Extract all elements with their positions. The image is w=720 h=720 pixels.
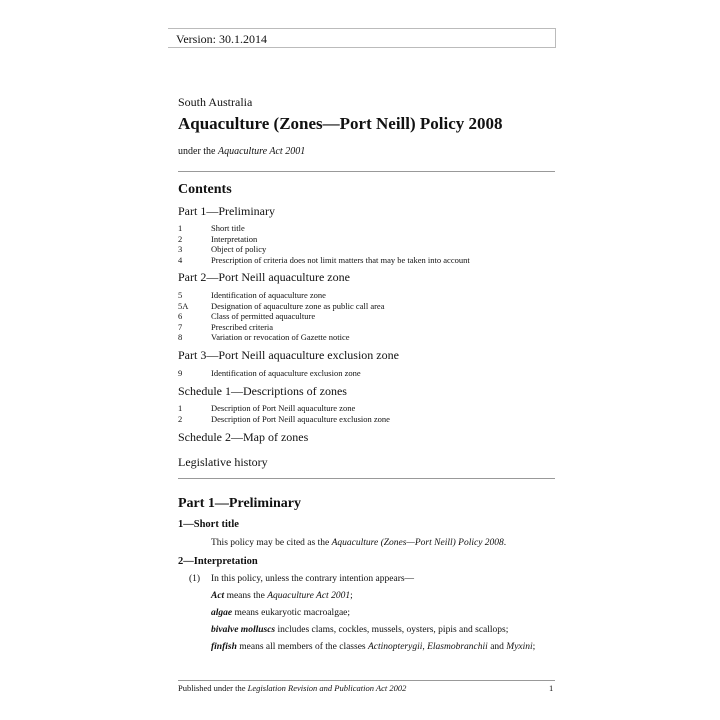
toc-num: 6 bbox=[178, 311, 183, 321]
divider bbox=[178, 478, 555, 479]
defined-term: Act bbox=[211, 591, 225, 601]
part-heading: Part 1—Preliminary bbox=[178, 496, 301, 511]
footer-act: Legislation Revision and Publication Act 2002 bbox=[247, 683, 407, 693]
definition-finfish bbox=[211, 642, 535, 652]
text-run: means the bbox=[224, 591, 268, 601]
enabling-act-prefix: under the bbox=[178, 146, 218, 157]
toc-text: Prescription of criteria does not limit matters that may be taken into account bbox=[211, 254, 470, 265]
text-run: ; bbox=[350, 591, 353, 601]
version-label: Version: 30.1.2014 bbox=[168, 28, 556, 48]
text-run: means all members of the classes bbox=[236, 642, 368, 652]
toc-schedule-1[interactable]: Schedule 1—Descriptions of zones bbox=[178, 384, 347, 398]
act-reference: Aquaculture Act 2001 bbox=[267, 591, 351, 601]
definition-bivalve-molluscs bbox=[211, 625, 508, 635]
toc-item[interactable] bbox=[178, 322, 273, 333]
defined-term: algae bbox=[211, 608, 233, 618]
toc-num: 3 bbox=[178, 244, 183, 254]
enabling-act-name: Aquaculture Act 2001 bbox=[218, 146, 306, 157]
toc-num: 4 bbox=[178, 254, 183, 265]
toc-item[interactable] bbox=[178, 368, 361, 379]
text-run: . bbox=[503, 538, 507, 548]
toc-num: 2 bbox=[178, 413, 183, 424]
text-run: means eukaryotic macroalgae; bbox=[232, 608, 351, 618]
class-name: Actinopterygii bbox=[368, 642, 423, 652]
toc-num: 9 bbox=[178, 368, 183, 378]
toc-num: 8 bbox=[178, 332, 183, 342]
subsection-text: In this policy, unless the contrary intention appears— bbox=[211, 574, 415, 584]
text-run: includes clams, cockles, mussels, oysters, pipis and scallops; bbox=[275, 625, 509, 635]
toc-item[interactable] bbox=[178, 244, 266, 255]
text-run: This policy may be cited as the bbox=[211, 538, 332, 548]
definition-act bbox=[211, 591, 353, 601]
jurisdiction: South Australia bbox=[178, 95, 253, 109]
page-number: 1 bbox=[549, 683, 554, 693]
toc-text: Variation or revocation of Gazette notice bbox=[211, 332, 350, 342]
class-name: Myxini bbox=[506, 642, 533, 652]
toc-text: Designation of aquaculture zone as public call area bbox=[211, 300, 385, 311]
toc-num: 5 bbox=[178, 290, 183, 300]
contents-heading: Contents bbox=[178, 182, 232, 197]
class-name: Elasmobranchii bbox=[427, 642, 488, 652]
section-text bbox=[211, 538, 506, 548]
toc-legislative-history[interactable]: Legislative history bbox=[178, 455, 268, 469]
toc-item[interactable] bbox=[178, 223, 245, 234]
toc-text: Object of policy bbox=[211, 244, 267, 254]
defined-term: bivalve molluscs bbox=[211, 625, 276, 635]
toc-schedule-2[interactable]: Schedule 2—Map of zones bbox=[178, 430, 309, 444]
policy-citation: Aquaculture (Zones—Port Neill) Policy 2008 bbox=[331, 538, 504, 548]
toc-text: Identification of aquaculture exclusion zone bbox=[211, 368, 361, 378]
toc-text: Short title bbox=[211, 223, 245, 233]
footer-publication bbox=[178, 683, 406, 693]
toc-item[interactable] bbox=[178, 290, 326, 301]
toc-part-3[interactable]: Part 3—Port Neill aquaculture exclusion zone bbox=[178, 348, 399, 362]
toc-num: 1 bbox=[178, 403, 183, 413]
footer-prefix: Published under the bbox=[178, 683, 248, 693]
toc-num: 2 bbox=[178, 233, 183, 244]
toc-item[interactable] bbox=[178, 311, 315, 322]
toc-text: Description of Port Neill aquaculture zone bbox=[211, 403, 356, 413]
toc-item[interactable] bbox=[178, 301, 384, 312]
toc-item[interactable] bbox=[178, 332, 350, 343]
text-run: , bbox=[422, 642, 428, 652]
footer-divider bbox=[178, 680, 555, 681]
toc-text: Class of permitted aquaculture bbox=[211, 311, 316, 321]
document-title: Aquaculture (Zones—Port Neill) Policy 2008 bbox=[178, 114, 503, 133]
defined-term: finfish bbox=[211, 642, 237, 652]
toc-text: Prescribed criteria bbox=[211, 321, 274, 332]
toc-item[interactable] bbox=[178, 414, 390, 425]
text-run: ; bbox=[532, 642, 536, 652]
toc-text: Description of Port Neill aquaculture exclusion zone bbox=[211, 413, 390, 424]
toc-part-2[interactable]: Part 2—Port Neill aquaculture zone bbox=[178, 270, 350, 284]
section-heading: 2—Interpretation bbox=[178, 556, 258, 567]
divider bbox=[178, 171, 555, 172]
enabling-act bbox=[178, 146, 305, 157]
toc-item[interactable] bbox=[178, 255, 470, 266]
toc-num: 7 bbox=[178, 321, 183, 332]
toc-text: Interpretation bbox=[211, 233, 258, 244]
section-heading: 1—Short title bbox=[178, 519, 239, 530]
toc-num: 1 bbox=[178, 223, 183, 233]
definition-algae bbox=[211, 608, 350, 618]
toc-item[interactable] bbox=[178, 234, 257, 245]
subsection-number: (1) bbox=[189, 574, 201, 584]
toc-text: Identification of aquaculture zone bbox=[211, 290, 326, 300]
toc-num: 5A bbox=[178, 300, 189, 311]
toc-item[interactable] bbox=[178, 403, 355, 414]
text-run: and bbox=[487, 642, 507, 652]
toc-part-1[interactable]: Part 1—Preliminary bbox=[178, 204, 275, 218]
